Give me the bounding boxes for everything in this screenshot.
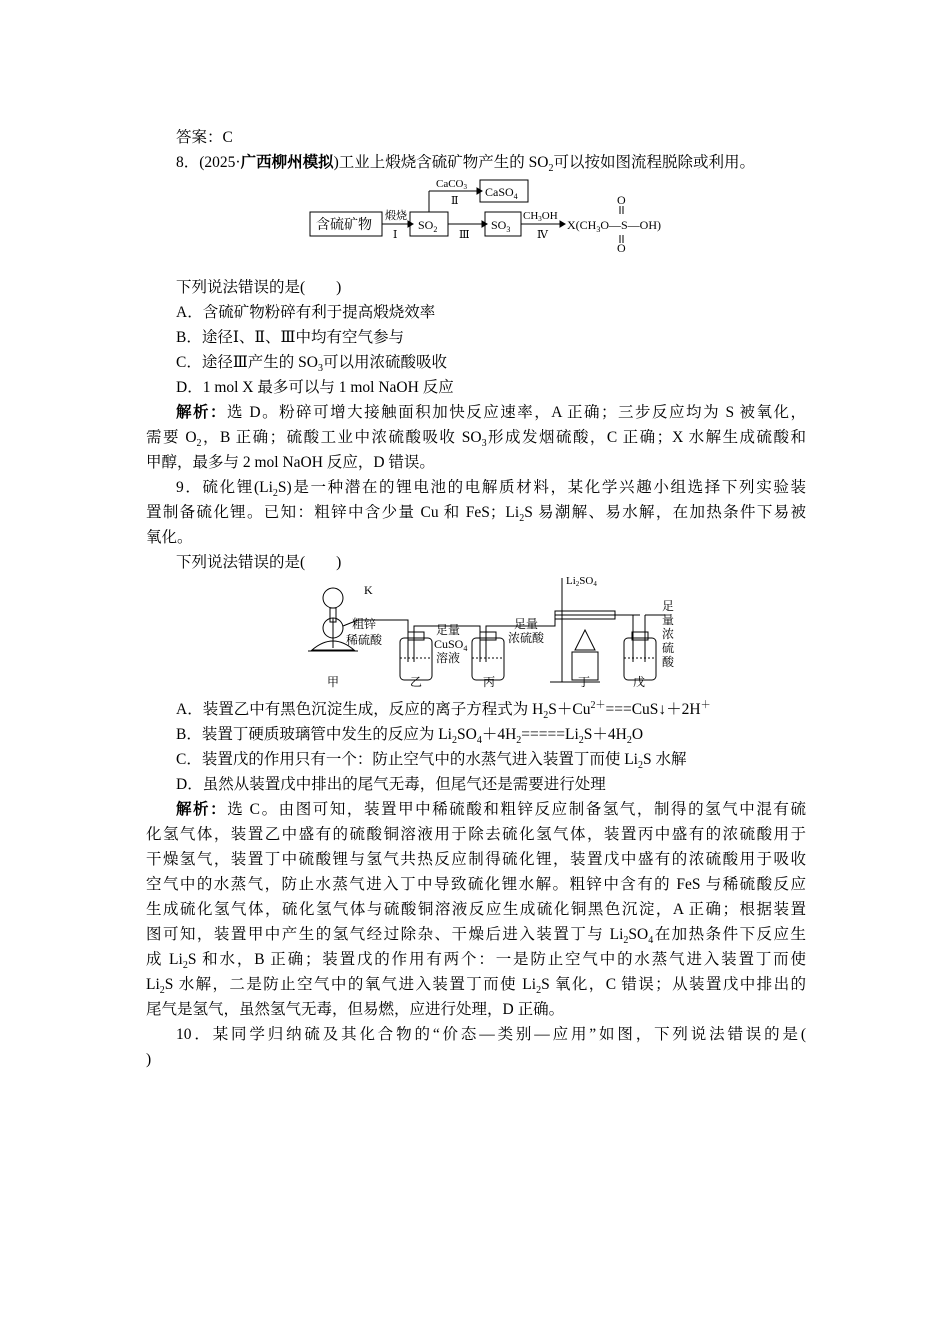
q9-analysis-line-5: 生成硫化氢气体，硫化氢气体与硫酸铜溶液反应生成硫化铜黑色沉淀，A 正确；根据装置 <box>146 901 806 918</box>
yi-reagent-line-1: 足量 <box>436 623 461 637</box>
so3-label: $SO_3$ <box>491 218 511 234</box>
q9-option-b: B．装置丁硬质玻璃管中发生的反应为 $Li_2SO_4+4H_2=====Li_2S+4H_2O$ <box>176 726 644 747</box>
yi-reagent-line-2: CuSO$_4$ <box>434 637 468 653</box>
q9-analysis-line-2: 化氢气体，装置乙中盛有的硫酸铜溶液用于除去硫化氢气体，装置丙中盛有的浓硫酸用于 <box>146 826 806 843</box>
q9-analysis-line-4: 空气中的水蒸气，防止水蒸气进入丁中导致硫化锂水解。粗锌中含有的 FeS 与稀硫酸反应 <box>146 876 806 893</box>
answer-line: 答案：C <box>176 129 233 146</box>
q9-option-a: A．装置乙中有黑色沉淀生成，反应的离子方程式为 $H_2S+Cu^{2+}===CuS↓+2H^+$ <box>176 699 711 722</box>
q9-apparatus-diagram <box>300 570 690 690</box>
bing-reagent-line-2: 浓硫酸 <box>508 631 545 645</box>
ch3oh-label: CH3OH <box>523 210 558 223</box>
q9-analysis-line-8: $Li_2S$ 水解，二是防止空气中的氧气进入装置丁而使 $Li_2S$ 氧化，C 错误；从装置戊中排出的 <box>146 976 806 997</box>
wu-reagent-2: 量 <box>662 613 675 627</box>
label-ding: 丁 <box>578 675 591 689</box>
q9-analysis-line-3: 干燥氢气，装置丁中硫酸锂与氢气共热反应制得硫化锂，装置戊中盛有的浓硫酸用于吸收 <box>146 851 806 868</box>
label-bing: 丙 <box>483 675 496 689</box>
q9-analysis-line-9: 尾气是氢气，虽然氢气无毒，但易燃，应进行处理，D 正确。 <box>146 1001 565 1018</box>
q9-option-c: C．装置戊的作用只有一个：防止空气中的水蒸气进入装置丁而使 $Li_2S$ 水解 <box>176 751 687 772</box>
q9-option-d: D．虽然从装置戊中排出的尾气无毒，但尾气还是需要进行处理 <box>176 776 606 793</box>
valve-k-label: K <box>364 583 373 597</box>
q9-stem-line-2: 置制备硫化锂。已知：粗锌中含少量 Cu 和 FeS；$Li_2S$ 易潮解、易水解，在加热条件下易被 <box>146 504 806 525</box>
q8-option-b: B．途径Ⅰ、Ⅱ、Ⅲ中均有空气参与 <box>176 329 404 346</box>
label-wu: 戊 <box>633 675 646 689</box>
wu-reagent-4: 硫 <box>662 641 675 655</box>
oxygen-bottom-label: O <box>617 241 626 254</box>
caso4-label: CaSO$_4$ <box>485 185 518 201</box>
q8-option-a: A．含硫矿物粉碎有利于提高煅烧效率 <box>176 304 436 321</box>
wu-reagent-3: 浓 <box>662 627 675 641</box>
caco3-label: CaCO3 <box>436 178 467 191</box>
so2-label: $SO_2$ <box>418 218 438 234</box>
q9-prompt: 下列说法错误的是( ) <box>176 554 342 571</box>
q8-flow-diagram <box>305 176 675 254</box>
question-8-stem: 8．(2025·广西柳州模拟)工业上煅烧含硫矿物产生的 $SO_2$可以按如图流程脱除或利用。 <box>176 154 755 175</box>
bing-reagent-line-1: 足量 <box>514 617 539 631</box>
q9-stem-line-1: 9．硫化锂$(Li_2S)$是一种潜在的锂电池的电解质材料，某化学兴趣小组选择下列实验装 <box>176 479 806 500</box>
step-2-label: Ⅱ <box>451 195 459 207</box>
q8-option-d: D．1 mol X 最多可以与 1 mol NaOH 反应 <box>176 379 454 396</box>
zinc-label: 粗锌 <box>352 617 377 631</box>
q10-stem-line-2: ) <box>146 1051 152 1068</box>
q9-analysis-line-7: 成 $Li_2S$ 和水，B 正确；装置戊的作用有两个：一是防止空气中的水蒸气进入装置丁而使 <box>146 951 806 972</box>
q8-analysis-line-1: 解析：选 D。粉碎可增大接触面积加快反应速率，A 正确；三步反应均为 S 被氧化， <box>176 404 806 421</box>
q10-stem-line-1: 10．某同学归纳硫及其化合物的“价态—类别—应用”如图，下列说法错误的是( <box>176 1026 806 1043</box>
q8-analysis-line-3: 甲醇，最多与 2 mol NaOH 反应，D 错误。 <box>146 454 435 471</box>
label-yi: 乙 <box>410 675 423 689</box>
dilute-acid-label: 稀硫酸 <box>346 633 383 647</box>
q9-stem-line-3: 氧化。 <box>146 529 193 546</box>
yi-reagent-line-3: 溶液 <box>436 651 461 665</box>
wu-reagent-1: 足 <box>662 599 675 613</box>
mineral-label: 含硫矿物 <box>316 218 372 233</box>
q9-analysis-line-6: 图可知，装置甲中产生的氢气经过除杂、干燥后进入装置丁与 $Li_2SO_4$在加热条件下反应生 <box>146 926 806 947</box>
q9-analysis-line-1: 解析：选 C。由图可知，装置甲中稀硫酸和粗锌反应制备氢气，制得的氢气中混有硫 <box>176 801 806 818</box>
q8-option-c: C．途径Ⅲ产生的 $SO_3$可以用浓硫酸吸收 <box>176 354 447 375</box>
li2so4-label: Li2SO4 <box>566 575 597 588</box>
q8-prompt: 下列说法错误的是( ) <box>176 279 342 296</box>
calcine-label: 煅烧 <box>385 210 407 222</box>
oxygen-top-label: O <box>617 193 626 207</box>
x-product-label: $X(CH_3O—S—OH)$ <box>567 218 662 234</box>
label-jia: 甲 <box>327 675 340 689</box>
step-4-label: Ⅳ <box>537 229 548 241</box>
q8-analysis-line-2: 需要 $O_2$，B 正确；硫酸工业中浓硫酸吸收 $SO_3$形成发烟硫酸，C 正确；X 水解生成硫酸和 <box>146 429 806 450</box>
step-1-label: Ⅰ <box>393 229 398 241</box>
step-3-label: Ⅲ <box>459 229 470 241</box>
wu-reagent-5: 酸 <box>662 655 675 669</box>
